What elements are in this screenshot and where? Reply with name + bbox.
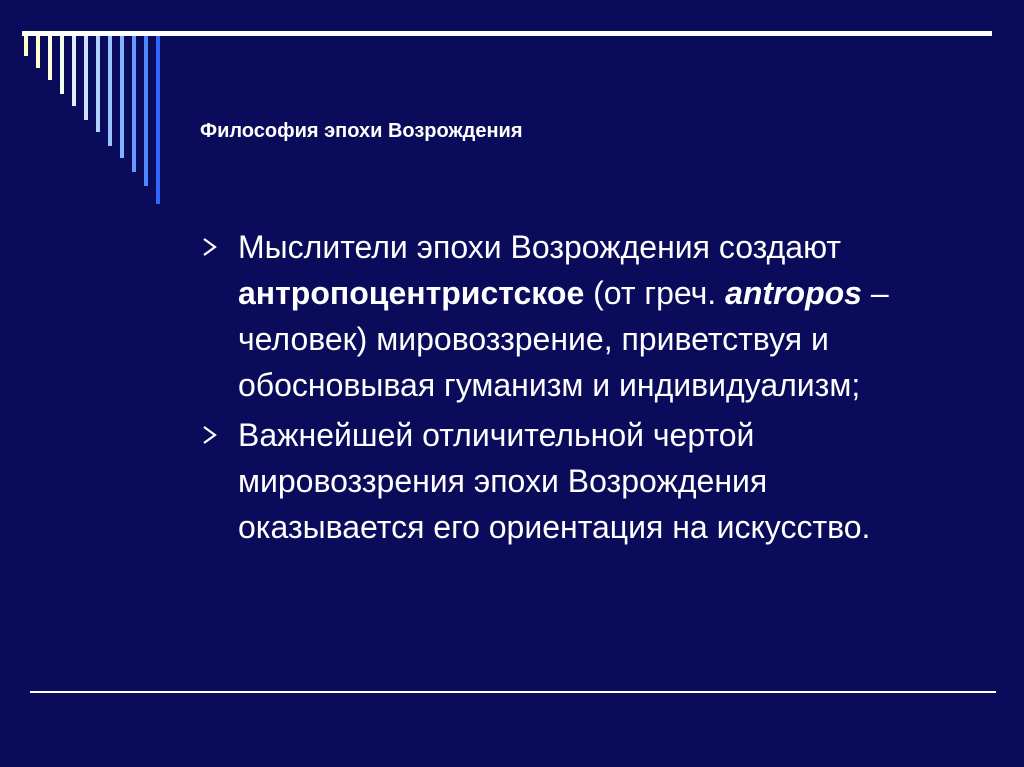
stripe	[120, 36, 124, 158]
bullet-list	[195, 224, 955, 554]
bullet-item	[195, 412, 955, 550]
bullet-bold-term: антропоцентристское	[238, 275, 585, 311]
decorative-stripes	[22, 36, 172, 206]
bullet-text: – человек) мировоззрение, приветствуя и обосновывая гуманизм и индивидуализм;	[238, 275, 889, 403]
bullet-item	[195, 224, 955, 408]
bullet-greek-term: antropos	[725, 275, 862, 311]
bullet-text: Мыслители эпохи Возрождения создают	[238, 229, 842, 265]
stripe	[108, 36, 112, 146]
stripe	[96, 36, 100, 132]
slide-title: Философия эпохи Возрождения	[200, 120, 523, 142]
stripe	[24, 36, 28, 56]
stripe	[84, 36, 88, 120]
bullet-text: (от греч.	[584, 275, 726, 311]
stripe	[156, 36, 160, 204]
chevron-right-icon	[199, 236, 221, 258]
bullet-text: Важнейшей отличительной чертой мировоззрения эпохи Возрождения оказывается его ориентация на искусство.	[238, 417, 871, 545]
stripe	[36, 36, 40, 68]
stripe	[132, 36, 136, 172]
bottom-rule	[30, 691, 996, 693]
stripe	[72, 36, 76, 106]
stripe	[60, 36, 64, 94]
chevron-right-icon	[199, 424, 221, 446]
stripe	[144, 36, 148, 186]
stripe	[48, 36, 52, 80]
